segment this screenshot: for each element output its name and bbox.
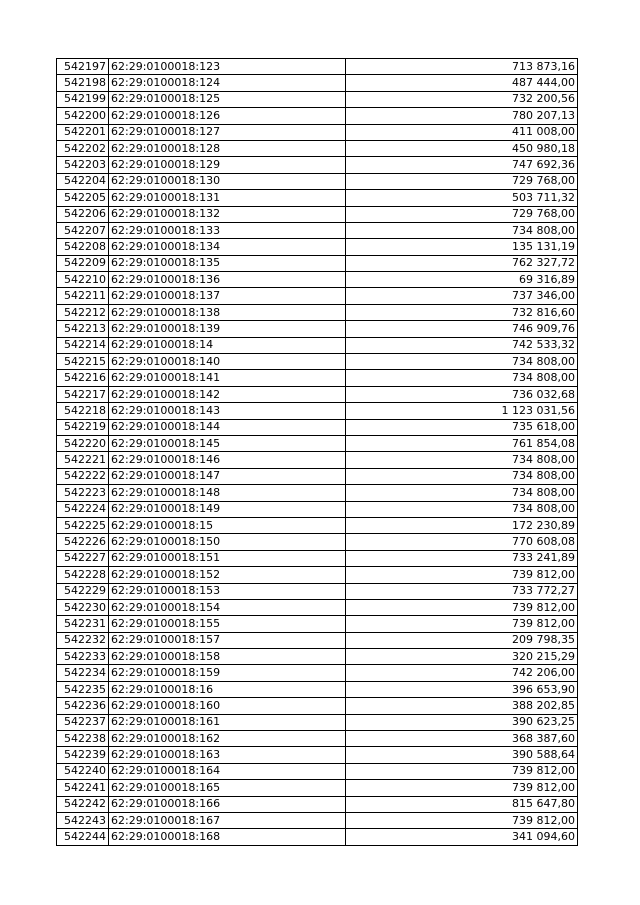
row-id-cell: 542243: [57, 812, 109, 828]
cadastral-number-cell: 62:29:0100018:126: [109, 108, 346, 124]
cadastral-number-cell: 62:29:0100018:142: [109, 386, 346, 402]
cadastral-number-cell: 62:29:0100018:16: [109, 681, 346, 697]
cadastral-number-cell: 62:29:0100018:139: [109, 321, 346, 337]
table-row: [57, 304, 578, 320]
table-row: [57, 288, 578, 304]
cadastral-number-cell: 62:29:0100018:131: [109, 190, 346, 206]
table-row: [57, 354, 578, 370]
row-id-cell: 542213: [57, 321, 109, 337]
cadastral-number-cell: 62:29:0100018:163: [109, 747, 346, 763]
cadastral-value-cell: 733 241,89: [346, 550, 578, 566]
cadastral-value-cell: 390 623,25: [346, 714, 578, 730]
cadastral-value-cell: 69 316,89: [346, 272, 578, 288]
row-id-cell: 542208: [57, 239, 109, 255]
cadastral-number-cell: 62:29:0100018:124: [109, 75, 346, 91]
cadastral-number-cell: 62:29:0100018:14: [109, 337, 346, 353]
table-row: [57, 222, 578, 238]
cadastral-number-cell: 62:29:0100018:146: [109, 452, 346, 468]
cadastral-number-cell: 62:29:0100018:157: [109, 632, 346, 648]
cadastral-value-cell: 487 444,00: [346, 75, 578, 91]
row-id-cell: 542231: [57, 616, 109, 632]
cadastral-number-cell: 62:29:0100018:134: [109, 239, 346, 255]
cadastral-value-cell: 729 768,00: [346, 206, 578, 222]
cadastral-number-cell: 62:29:0100018:136: [109, 272, 346, 288]
cadastral-value-cell: 734 808,00: [346, 222, 578, 238]
cadastral-number-cell: 62:29:0100018:123: [109, 59, 346, 75]
cadastral-number-cell: 62:29:0100018:162: [109, 731, 346, 747]
cadastral-number-cell: 62:29:0100018:147: [109, 468, 346, 484]
table-row: [57, 173, 578, 189]
cadastral-number-cell: 62:29:0100018:159: [109, 665, 346, 681]
table-row: [57, 124, 578, 140]
row-id-cell: 542225: [57, 517, 109, 533]
row-id-cell: 542205: [57, 190, 109, 206]
row-id-cell: 542233: [57, 649, 109, 665]
cadastral-value-cell: 368 387,60: [346, 731, 578, 747]
row-id-cell: 542224: [57, 501, 109, 517]
cadastral-value-cell: 737 346,00: [346, 288, 578, 304]
table-row: [57, 632, 578, 648]
table-row: [57, 616, 578, 632]
table-row: [57, 599, 578, 615]
cadastral-number-cell: 62:29:0100018:130: [109, 173, 346, 189]
cadastral-value-cell: 739 812,00: [346, 567, 578, 583]
table-row: [57, 747, 578, 763]
table-row: [57, 321, 578, 337]
cadastral-number-cell: 62:29:0100018:140: [109, 354, 346, 370]
cadastral-value-cell: 735 618,00: [346, 419, 578, 435]
cadastral-value-cell: 761 854,08: [346, 435, 578, 451]
cadastral-value-cell: 388 202,85: [346, 698, 578, 714]
table-row: [57, 796, 578, 812]
cadastral-value-cell: 209 798,35: [346, 632, 578, 648]
cadastral-value-cell: 1 123 031,56: [346, 403, 578, 419]
table-row: [57, 239, 578, 255]
row-id-cell: 542202: [57, 140, 109, 156]
cadastral-value-cell: 739 812,00: [346, 599, 578, 615]
table-row: [57, 829, 578, 845]
cadastral-value-cell: 815 647,80: [346, 796, 578, 812]
table-row: [57, 681, 578, 697]
row-id-cell: 542234: [57, 665, 109, 681]
table-row: [57, 812, 578, 828]
row-id-cell: 542217: [57, 386, 109, 402]
table-row: [57, 468, 578, 484]
table-row: [57, 419, 578, 435]
cadastral-number-cell: 62:29:0100018:151: [109, 550, 346, 566]
row-id-cell: 542232: [57, 632, 109, 648]
cadastral-number-cell: 62:29:0100018:166: [109, 796, 346, 812]
row-id-cell: 542198: [57, 75, 109, 91]
row-id-cell: 542237: [57, 714, 109, 730]
table-row: [57, 272, 578, 288]
cadastral-value-cell: 734 808,00: [346, 485, 578, 501]
cadastral-value-cell: 747 692,36: [346, 157, 578, 173]
row-id-cell: 542212: [57, 304, 109, 320]
table-row: [57, 780, 578, 796]
cadastral-value-cell: 341 094,60: [346, 829, 578, 845]
cadastral-number-cell: 62:29:0100018:161: [109, 714, 346, 730]
table-row: [57, 255, 578, 271]
row-id-cell: 542203: [57, 157, 109, 173]
cadastral-value-cell: 411 008,00: [346, 124, 578, 140]
row-id-cell: 542209: [57, 255, 109, 271]
row-id-cell: 542235: [57, 681, 109, 697]
row-id-cell: 542204: [57, 173, 109, 189]
table-row: [57, 763, 578, 779]
cadastral-value-cell: 734 808,00: [346, 354, 578, 370]
cadastral-number-cell: 62:29:0100018:137: [109, 288, 346, 304]
cadastral-value-cell: 734 808,00: [346, 370, 578, 386]
row-id-cell: 542200: [57, 108, 109, 124]
row-id-cell: 542215: [57, 354, 109, 370]
cadastral-value-cell: 739 812,00: [346, 616, 578, 632]
cadastral-number-cell: 62:29:0100018:145: [109, 435, 346, 451]
cadastral-number-cell: 62:29:0100018:141: [109, 370, 346, 386]
cadastral-number-cell: 62:29:0100018:133: [109, 222, 346, 238]
cadastral-value-cell: 390 588,64: [346, 747, 578, 763]
cadastral-value-cell: 734 808,00: [346, 501, 578, 517]
cadastral-value-cell: 732 816,60: [346, 304, 578, 320]
row-id-cell: 542197: [57, 59, 109, 75]
table-row: [57, 517, 578, 533]
table-row: [57, 649, 578, 665]
cadastral-number-cell: 62:29:0100018:144: [109, 419, 346, 435]
row-id-cell: 542241: [57, 780, 109, 796]
cadastral-value-cell: 732 200,56: [346, 91, 578, 107]
table-row: [57, 59, 578, 75]
cadastral-number-cell: 62:29:0100018:132: [109, 206, 346, 222]
cadastral-value-cell: 734 808,00: [346, 452, 578, 468]
row-id-cell: 542228: [57, 567, 109, 583]
cadastral-value-cell: 746 909,76: [346, 321, 578, 337]
cadastral-value-cell: 320 215,29: [346, 649, 578, 665]
cadastral-number-cell: 62:29:0100018:167: [109, 812, 346, 828]
table-row: [57, 534, 578, 550]
cadastral-number-cell: 62:29:0100018:164: [109, 763, 346, 779]
table-row: [57, 501, 578, 517]
cadastral-value-cell: 734 808,00: [346, 468, 578, 484]
cadastral-value-cell: 742 206,00: [346, 665, 578, 681]
cadastral-number-cell: 62:29:0100018:15: [109, 517, 346, 533]
cadastral-number-cell: 62:29:0100018:152: [109, 567, 346, 583]
cadastral-value-cell: 780 207,13: [346, 108, 578, 124]
cadastral-number-cell: 62:29:0100018:129: [109, 157, 346, 173]
row-id-cell: 542238: [57, 731, 109, 747]
row-id-cell: 542239: [57, 747, 109, 763]
table-row: [57, 452, 578, 468]
cadastral-value-cell: 733 772,27: [346, 583, 578, 599]
table-row: [57, 386, 578, 402]
table-row: [57, 403, 578, 419]
table-row: [57, 698, 578, 714]
table-row: [57, 370, 578, 386]
cadastral-value-cell: 770 608,08: [346, 534, 578, 550]
table-row: [57, 550, 578, 566]
cadastral-value-cell: 172 230,89: [346, 517, 578, 533]
row-id-cell: 542216: [57, 370, 109, 386]
cadastral-value-cell: 736 032,68: [346, 386, 578, 402]
cadastral-number-cell: 62:29:0100018:149: [109, 501, 346, 517]
cadastral-value-cell: 739 812,00: [346, 763, 578, 779]
cadastral-number-cell: 62:29:0100018:135: [109, 255, 346, 271]
cadastral-number-cell: 62:29:0100018:154: [109, 599, 346, 615]
cadastral-number-cell: 62:29:0100018:165: [109, 780, 346, 796]
row-id-cell: 542229: [57, 583, 109, 599]
row-id-cell: 542230: [57, 599, 109, 615]
table-row: [57, 190, 578, 206]
cadastral-value-cell: 713 873,16: [346, 59, 578, 75]
row-id-cell: 542220: [57, 435, 109, 451]
table-row: [57, 583, 578, 599]
cadastral-value-cell: 729 768,00: [346, 173, 578, 189]
row-id-cell: 542218: [57, 403, 109, 419]
cadastral-number-cell: 62:29:0100018:127: [109, 124, 346, 140]
row-id-cell: 542236: [57, 698, 109, 714]
cadastral-number-cell: 62:29:0100018:143: [109, 403, 346, 419]
table-row: [57, 140, 578, 156]
row-id-cell: 542221: [57, 452, 109, 468]
cadastral-value-cell: 762 327,72: [346, 255, 578, 271]
cadastral-value-cell: 450 980,18: [346, 140, 578, 156]
cadastral-value-cell: 739 812,00: [346, 780, 578, 796]
cadastral-value-cell: 396 653,90: [346, 681, 578, 697]
cadastral-number-cell: 62:29:0100018:160: [109, 698, 346, 714]
cadastral-value-cell: 739 812,00: [346, 812, 578, 828]
cadastral-number-cell: 62:29:0100018:148: [109, 485, 346, 501]
row-id-cell: 542226: [57, 534, 109, 550]
row-id-cell: 542210: [57, 272, 109, 288]
table-body: [57, 59, 578, 846]
cadastral-number-cell: 62:29:0100018:158: [109, 649, 346, 665]
cadastral-number-cell: 62:29:0100018:153: [109, 583, 346, 599]
cadastral-number-cell: 62:29:0100018:125: [109, 91, 346, 107]
table-row: [57, 337, 578, 353]
row-id-cell: 542206: [57, 206, 109, 222]
table-row: [57, 731, 578, 747]
row-id-cell: 542227: [57, 550, 109, 566]
cadastral-value-cell: 503 711,32: [346, 190, 578, 206]
cadastral-number-cell: 62:29:0100018:150: [109, 534, 346, 550]
table-row: [57, 108, 578, 124]
cadastral-value-table: [56, 58, 578, 846]
row-id-cell: 542223: [57, 485, 109, 501]
row-id-cell: 542244: [57, 829, 109, 845]
cadastral-number-cell: 62:29:0100018:138: [109, 304, 346, 320]
table-row: [57, 206, 578, 222]
table-row: [57, 157, 578, 173]
table-row: [57, 91, 578, 107]
row-id-cell: 542199: [57, 91, 109, 107]
cadastral-number-cell: 62:29:0100018:155: [109, 616, 346, 632]
cadastral-number-cell: 62:29:0100018:128: [109, 140, 346, 156]
row-id-cell: 542211: [57, 288, 109, 304]
cadastral-value-cell: 135 131,19: [346, 239, 578, 255]
row-id-cell: 542207: [57, 222, 109, 238]
cadastral-value-cell: 742 533,32: [346, 337, 578, 353]
table-row: [57, 665, 578, 681]
row-id-cell: 542214: [57, 337, 109, 353]
row-id-cell: 542222: [57, 468, 109, 484]
cadastral-number-cell: 62:29:0100018:168: [109, 829, 346, 845]
row-id-cell: 542201: [57, 124, 109, 140]
table-row: [57, 435, 578, 451]
table-row: [57, 714, 578, 730]
row-id-cell: 542240: [57, 763, 109, 779]
table-row: [57, 75, 578, 91]
table-row: [57, 485, 578, 501]
row-id-cell: 542242: [57, 796, 109, 812]
row-id-cell: 542219: [57, 419, 109, 435]
table-row: [57, 567, 578, 583]
